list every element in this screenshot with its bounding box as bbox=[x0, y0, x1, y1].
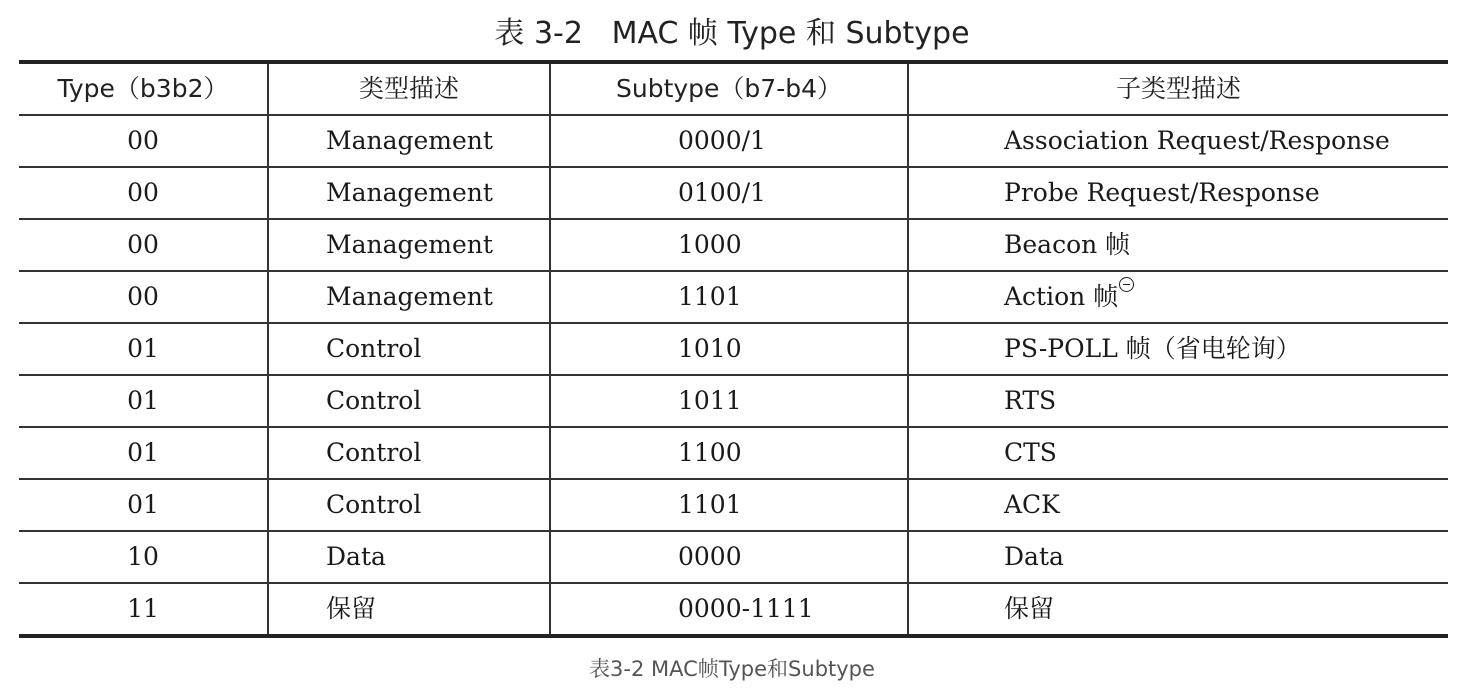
cell-desc: Control bbox=[268, 375, 550, 427]
cell-type: 11 bbox=[19, 583, 268, 636]
cell-type: 01 bbox=[19, 375, 268, 427]
table-row bbox=[19, 375, 1448, 427]
header-subtype-desc: 子类型描述 bbox=[908, 62, 1448, 115]
cell-subtype: 0000-1111 bbox=[550, 583, 908, 636]
cell-subtype: 1101 bbox=[550, 479, 908, 531]
table-row bbox=[19, 115, 1448, 167]
cell-desc: Data bbox=[268, 531, 550, 583]
cell-subdesc: ACK bbox=[908, 479, 1448, 531]
cell-subdesc: 保留 bbox=[1004, 594, 1055, 623]
cell-desc: Management bbox=[268, 115, 550, 167]
cell-desc: 保留 bbox=[268, 583, 550, 636]
table-row bbox=[19, 167, 1448, 219]
cell-subdesc: Data bbox=[908, 531, 1448, 583]
cell-subdesc: CTS bbox=[908, 427, 1448, 479]
cell-type: 01 bbox=[19, 323, 268, 375]
table-row bbox=[19, 271, 1448, 323]
cell-subdesc: Association Request/Response bbox=[908, 115, 1448, 167]
footnote-marker-icon bbox=[1119, 277, 1134, 292]
cell-type: 00 bbox=[19, 167, 268, 219]
cell-subtype: 1011 bbox=[550, 375, 908, 427]
header-row bbox=[19, 62, 1448, 115]
cell-subdesc: Probe Request/Response bbox=[908, 167, 1448, 219]
header-type: Type（b3b2） bbox=[19, 62, 268, 115]
cell-type: 00 bbox=[19, 271, 268, 323]
table-row bbox=[19, 531, 1448, 583]
cell-type: 01 bbox=[19, 427, 268, 479]
cell-type: 00 bbox=[19, 219, 268, 271]
table-row bbox=[19, 479, 1448, 531]
cell-desc: Management bbox=[268, 219, 550, 271]
cell-subtype: 0000/1 bbox=[550, 115, 908, 167]
cell-subtype: 1010 bbox=[550, 323, 908, 375]
cell-desc: Control bbox=[268, 323, 550, 375]
table-row bbox=[19, 219, 1448, 271]
mac-frame-table bbox=[19, 60, 1448, 638]
cell-desc: Control bbox=[268, 427, 550, 479]
cell-subtype: 1000 bbox=[550, 219, 908, 271]
cell-type: 01 bbox=[19, 479, 268, 531]
cell-subtype: 0100/1 bbox=[550, 167, 908, 219]
cell-subdesc-text: Action 帧 bbox=[1004, 282, 1119, 311]
cell-subtype: 0000 bbox=[550, 531, 908, 583]
figure-caption: 表3-2 MAC帧Type和Subtype bbox=[589, 657, 875, 681]
cell-subtype: 1100 bbox=[550, 427, 908, 479]
cell-subtype: 1101 bbox=[550, 271, 908, 323]
table-row bbox=[19, 583, 1448, 636]
table-title: 表 3-2 MAC 帧 Type 和 Subtype bbox=[494, 16, 970, 51]
table-container bbox=[19, 60, 1448, 638]
table-row bbox=[19, 323, 1448, 375]
cell-subdesc: PS-POLL 帧（省电轮询） bbox=[908, 323, 1448, 375]
cell-desc: Management bbox=[268, 271, 550, 323]
cell-desc: Management bbox=[268, 167, 550, 219]
cell-subdesc: RTS bbox=[908, 375, 1448, 427]
cell-subdesc bbox=[908, 271, 1448, 323]
header-type-desc: 类型描述 bbox=[268, 62, 550, 115]
cell-desc: Control bbox=[268, 479, 550, 531]
cell-type: 00 bbox=[19, 115, 268, 167]
header-subtype: Subtype（b7-b4） bbox=[550, 62, 908, 115]
cell-type: 10 bbox=[19, 531, 268, 583]
cell-subdesc: Beacon 帧 bbox=[908, 219, 1448, 271]
table-row bbox=[19, 427, 1448, 479]
